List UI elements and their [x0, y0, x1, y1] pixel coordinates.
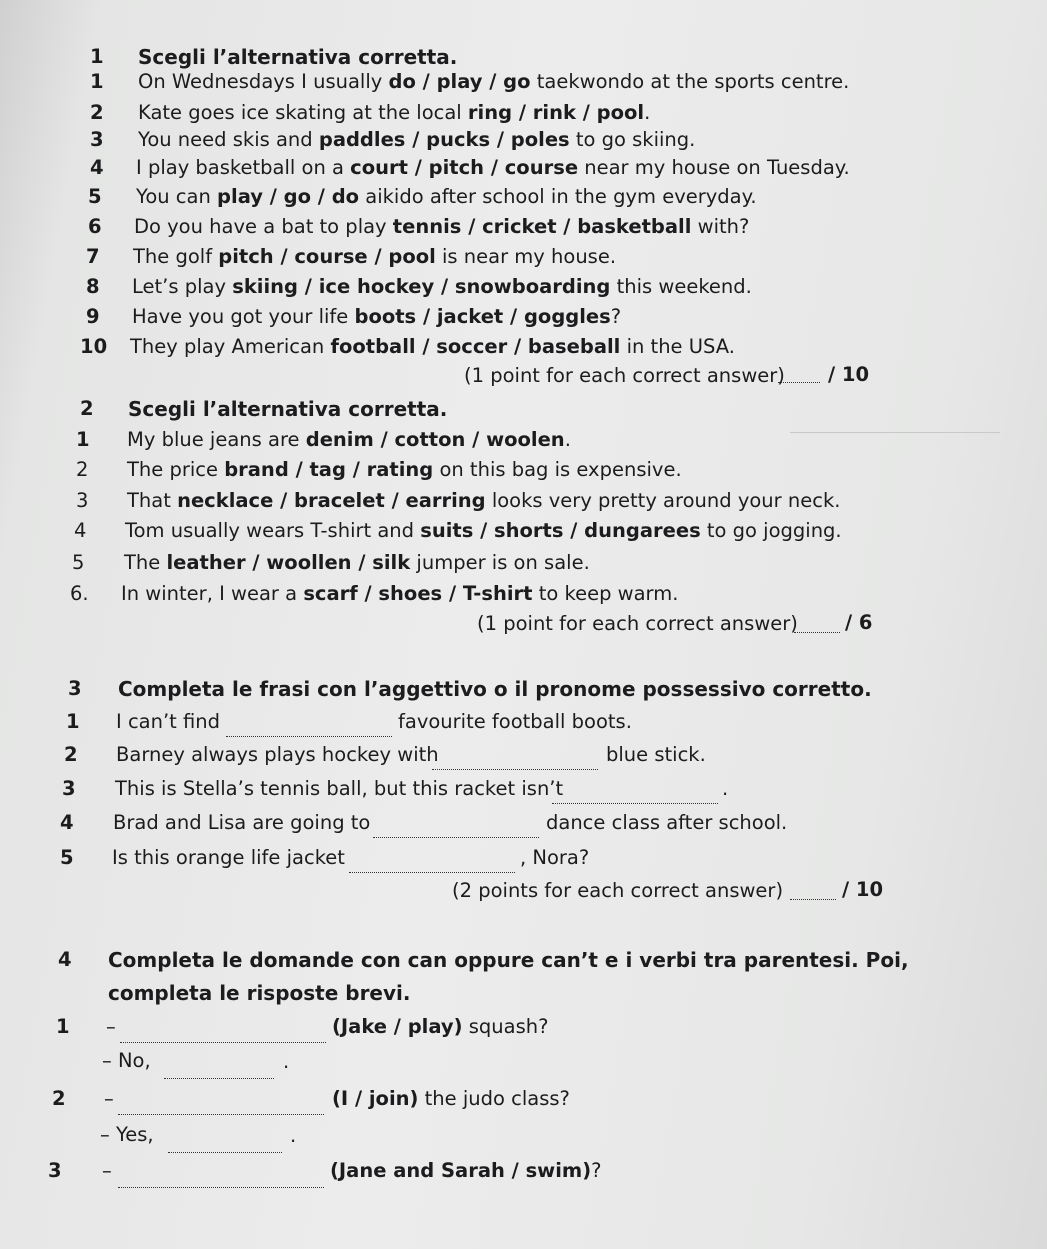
ex2-item-number: 1 — [76, 428, 90, 451]
ex3-item-number: 3 — [62, 777, 76, 800]
ex2-item-number: 2 — [76, 458, 89, 481]
ex2-item: My blue jeans are denim / cotton / woolen. — [127, 428, 571, 451]
ex2-title: Scegli l’alternativa corretta. — [128, 397, 448, 421]
ex1-score-blank[interactable] — [778, 368, 820, 383]
faint-line — [790, 432, 1000, 433]
ex3-number: 3 — [68, 677, 82, 700]
ex3-item-text: Barney always plays hockey with — [116, 743, 439, 766]
answer-blank[interactable] — [164, 1064, 274, 1079]
ex3-item-text: Is this orange life jacket — [112, 846, 345, 869]
ex1-item: Do you have a bat to play tennis / cricket / basketball with? — [134, 215, 750, 238]
ex2-score-blank[interactable] — [794, 618, 840, 633]
ex2-item: Tom usually wears T-shirt and suits / shorts / dungarees to go jogging. — [125, 519, 842, 542]
ex3-item-number: 1 — [66, 710, 80, 733]
ex1-item: On Wednesdays I usually do / play / go taekwondo at the sports centre. — [138, 70, 850, 93]
ex1-item-number: 3 — [90, 128, 104, 151]
ex1-title: Scegli l’alternativa corretta. — [138, 45, 458, 69]
ex4-item-text: (Jane and Sarah / swim)? — [330, 1159, 602, 1182]
ex3-score-total: / 10 — [842, 878, 884, 901]
ex4-item-number: 2 — [52, 1087, 66, 1110]
ex4-item-text: (I / join) the judo class? — [332, 1087, 570, 1110]
ex1-item-number: 5 — [88, 185, 102, 208]
dash: – — [106, 1015, 116, 1038]
ex1-item: The golf pitch / course / pool is near my house. — [133, 245, 617, 268]
ex3-item-text: dance class after school. — [546, 811, 788, 834]
ex4-item-number: 1 — [56, 1015, 70, 1038]
ex1-item: Kate goes ice skating at the local ring / rink / pool. — [138, 101, 651, 124]
answer-blank[interactable] — [168, 1138, 282, 1153]
ex1-item-number: 7 — [86, 245, 100, 268]
ex4-answer-prefix: – No, — [102, 1049, 151, 1072]
ex3-item-text: favourite football boots. — [398, 710, 632, 733]
ex1-number: 1 — [90, 45, 104, 68]
answer-blank[interactable] — [432, 755, 598, 770]
ex2-item-number: 4 — [74, 519, 87, 542]
answer-blank[interactable] — [118, 1173, 324, 1188]
answer-blank[interactable] — [373, 823, 539, 838]
ex1-item-number: 8 — [86, 275, 100, 298]
ex2-item-number: 6. — [70, 582, 89, 605]
ex3-item-text: I can’t find — [116, 710, 221, 733]
ex2-item-number: 3 — [76, 489, 89, 512]
answer-blank[interactable] — [552, 789, 718, 804]
ex4-title-line-2: completa le risposte brevi. — [108, 981, 411, 1005]
ex2-item: The price brand / tag / rating on this bag is expensive. — [127, 458, 682, 481]
ex1-item: Have you got your life boots / jacket / goggles? — [132, 305, 622, 328]
ex2-points-note: (1 point for each correct answer) — [477, 612, 798, 635]
answer-blank[interactable] — [349, 858, 515, 873]
ex2-item: In winter, I wear a scarf / shoes / T-shirt to keep warm. — [121, 582, 679, 605]
ex1-item: They play American football / soccer / baseball in the USA. — [130, 335, 735, 358]
ex2-item: The leather / woollen / silk jumper is on sale. — [124, 551, 590, 574]
ex3-score-blank[interactable] — [790, 885, 836, 900]
ex1-item-number: 6 — [88, 215, 102, 238]
ex2-item: That necklace / bracelet / earring looks very pretty around your neck. — [127, 489, 841, 512]
ex3-item-text: Brad and Lisa are going to — [113, 811, 371, 834]
ex1-item-number: 10 — [80, 335, 108, 358]
ex4-item-text: (Jake / play) squash? — [332, 1015, 549, 1038]
ex2-number: 2 — [80, 397, 94, 420]
ex1-item-number: 1 — [90, 70, 104, 93]
ex4-title: Completa le domande con can oppure can’t e i verbi tra parentesi. Poi, — [108, 948, 909, 972]
ex4-number: 4 — [58, 948, 72, 971]
ex2-item-number: 5 — [72, 551, 85, 574]
ex4-answer-prefix: – Yes, — [100, 1123, 154, 1146]
answer-blank[interactable] — [226, 722, 392, 737]
ex3-points-note: (2 points for each correct answer) — [452, 879, 784, 902]
ex3-item-text: blue stick. — [606, 743, 706, 766]
full-stop: . — [283, 1050, 290, 1073]
ex1-item: You need skis and paddles / pucks / poles to go skiing. — [138, 128, 696, 151]
ex1-item-number: 2 — [90, 101, 104, 124]
ex1-item-number: 9 — [86, 305, 100, 328]
ex1-item: Let’s play skiing / ice hockey / snowboarding this weekend. — [132, 275, 752, 298]
ex1-score-total: / 10 — [828, 363, 870, 386]
ex3-item-number: 5 — [60, 846, 74, 869]
dash: – — [104, 1087, 114, 1110]
ex3-item-number: 2 — [64, 743, 78, 766]
answer-blank[interactable] — [120, 1028, 326, 1043]
ex1-item-number: 4 — [90, 156, 104, 179]
ex3-title: Completa le frasi con l’aggettivo o il pronome possessivo corretto. — [118, 677, 872, 701]
ex1-points-note: (1 point for each correct answer) — [464, 364, 785, 387]
ex3-item-text: , Nora? — [520, 846, 590, 869]
ex3-item-text: This is Stella’s tennis ball, but this racket isn’t — [115, 777, 564, 800]
ex1-item: I play basketball on a court / pitch / course near my house on Tuesday. — [136, 156, 850, 179]
full-stop: . — [290, 1124, 297, 1147]
ex1-item: You can play / go / do aikido after school in the gym everyday. — [136, 185, 757, 208]
ex4-item-number: 3 — [48, 1159, 62, 1182]
ex2-score-total: / 6 — [845, 611, 873, 634]
ex3-item-text: . — [722, 777, 729, 800]
ex3-item-number: 4 — [60, 811, 74, 834]
dash: – — [102, 1159, 112, 1182]
answer-blank[interactable] — [118, 1100, 324, 1115]
